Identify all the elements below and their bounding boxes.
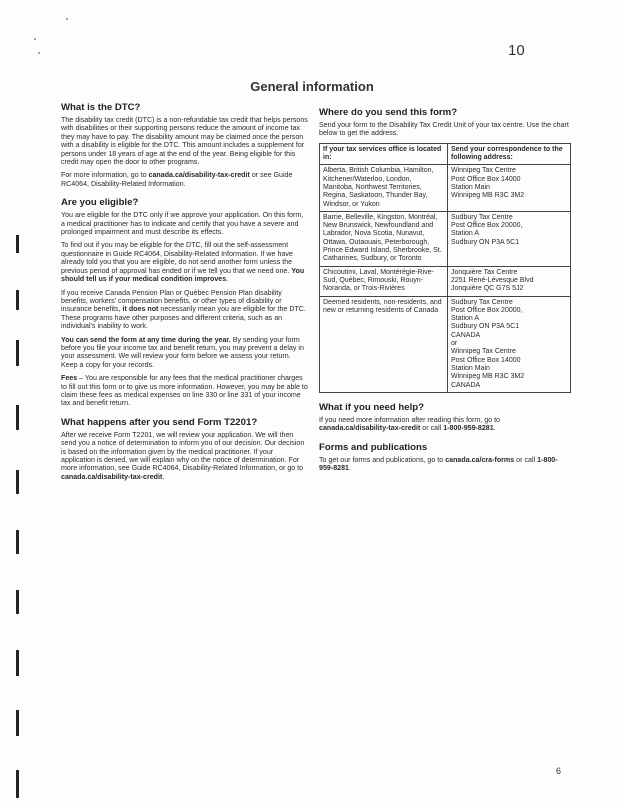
text: – You are responsible for any fees that the medical practitioner charges to fill out this form or to give us more information. However, you may be able to claim these fees as medical expenses on line 330 or line 331 of your income tax and benefit return. (61, 374, 308, 408)
section-heading: What is the DTC? (61, 102, 141, 113)
paragraph (61, 171, 308, 188)
address-line: 2251 René-Lévesque Blvd (451, 276, 534, 284)
scan-speck (66, 18, 68, 20)
table-header-row (320, 143, 571, 165)
text: necessarily mean you are eligible for the DTC. These programs have other purposes and different criteria, such as an individual's inability to work. (61, 305, 306, 331)
scan-mark (16, 590, 19, 614)
scan-speck (34, 38, 36, 40)
section-heading: What happens after you send Form T2201? (61, 416, 258, 428)
emphasis: You can send the form at any time during the year. (61, 335, 231, 344)
section-heading: Are you eligible? (61, 197, 139, 209)
address-line: Post Office Box 20000, (451, 222, 523, 230)
section-heading: What if you need help? (319, 401, 424, 413)
text: If you need more information after reading this form, go to (319, 415, 500, 424)
scan-mark (16, 650, 19, 676)
address-line: Station A (451, 230, 480, 238)
scan-mark (16, 470, 19, 494)
text: . (162, 472, 165, 481)
link[interactable]: canada.ca/disability-tax-credit (61, 472, 163, 481)
scan-mark (16, 405, 19, 430)
left-column (61, 102, 308, 486)
paragraph (61, 336, 308, 370)
address-table (319, 143, 571, 393)
text: To get our forms and publications, go to (319, 455, 446, 464)
address-line: Post Office Box 14000 (451, 356, 521, 364)
scan-mark (16, 770, 19, 798)
paragraph (319, 456, 571, 473)
address-line: Post Office Box 14000 (451, 175, 521, 183)
table-row (320, 266, 571, 296)
text: For more information, go to (61, 171, 149, 180)
address-line: Winnipeg Tax Centre (451, 348, 516, 356)
address-line: CANADA (451, 331, 481, 339)
phone-number: 1-800-959-8281 (443, 424, 494, 433)
scan-mark (16, 530, 19, 554)
page-number-bottom: 6 (556, 766, 562, 776)
address-line: Sudbury ON P3A 5C1 (451, 238, 520, 246)
paragraph: You are eligible for the DTC only if we approve your application. On this form, a medical practitioner has to indicate and certify that you have a severe and prolonged impairment and must describe its effects. (61, 211, 304, 237)
link[interactable]: canada.ca/disability-tax-credit (319, 424, 421, 433)
paragraph (61, 374, 308, 408)
text: . (226, 275, 229, 284)
emphasis: You should tell us if your medical condition improves (61, 266, 305, 284)
address-line: Sudbury Tax Centre (451, 298, 513, 306)
address-line: Post Office Box 20000, (451, 306, 523, 314)
address-line: Winnipeg MB R3C 3M2 (451, 373, 525, 381)
section-heading: Where do you send this form? (319, 107, 458, 118)
paragraph (319, 416, 571, 433)
address-cell (448, 165, 571, 211)
paragraph: Send your form to the Disability Tax Credit Unit of your tax centre. Use the chart below to get the address. (319, 121, 569, 138)
address-line: Winnipeg MB R3C 3M2 (451, 192, 525, 200)
text: . (493, 424, 496, 433)
paragraph (61, 241, 308, 283)
forms-section (319, 442, 571, 473)
address-cell (448, 296, 571, 392)
paragraph: The disability tax credit (DTC) is a non-refundable tax credit that helps persons with disabilities or their supporting persons reduce the amount of income tax they may have to pay. The disability amount may be claimed once the person with a disability is eligible for the DTC. This amount includes a supplement for persons under 18 years of age at the end of the year. Being eligible for this credit may open the door to other programs. (61, 116, 308, 167)
office-cell: Alberta, British Columbia, Hamilton, Kitchener/Waterloo, London, Manitoba, Northwest Territories, Regina, Saskatoon, Thunder Bay, Windsor, or Yukon (320, 165, 448, 211)
address-line: Sudbury Tax Centre (451, 213, 513, 221)
page-number-top: 10 (508, 42, 525, 59)
address-line: Jonquière QC G7S 5J2 (451, 285, 524, 293)
page-title: General information (250, 79, 374, 94)
table-row (320, 211, 571, 266)
column-header: If your tax services office is located in: (320, 143, 448, 165)
emphasis: it does not (122, 305, 159, 314)
text: If you receive Canada Pension Plan or Québec Pension Plan disability benefits, workers' compensation benefits, or other types of disability or insurance benefits, (61, 288, 282, 314)
after-section (61, 417, 308, 481)
address-line: Station Main (451, 184, 490, 191)
address-line: or (451, 340, 458, 348)
address-cell (448, 211, 571, 266)
office-cell: Barrie, Belleville, Kingston, Montréal, New Brunswick, Newfoundland and Labrador, Nova Scotia, Nunavut, Ottawa, Outaouais, Peterborough, Prince Edward Island, Sherbrooke, St. Catharines, Sudbury, or Toronto (320, 211, 448, 266)
scan-mark (16, 340, 19, 366)
address-line: Station Main (451, 364, 490, 372)
address-line: Winnipeg Tax Centre (451, 167, 516, 175)
office-cell: Chicoutimi, Laval, Montérégie-Rive-Sud, Québec, Rimouski, Rouyn-Noranda, or Trois-Rivières (320, 266, 448, 296)
scan-mark (16, 235, 19, 253)
text: By sending your form before you file your income tax and benefit return, you may prevent a delay in your assessment. We will review your form before we assess your return. Keep a copy for your records. (61, 335, 304, 369)
link[interactable]: canada.ca/disability-tax-credit (148, 171, 250, 180)
address-line: CANADA (451, 381, 481, 389)
address-line: Jonquière Tax Centre (451, 268, 518, 276)
table-row (320, 296, 571, 392)
address-line: Station A (451, 315, 480, 323)
scan-mark (16, 290, 19, 310)
office-cell: Deemed residents, non-residents, and new or returning residents of Canada (320, 296, 448, 392)
text: or see Guide RC4064, Disability-Related Information. (61, 171, 293, 188)
text: or call (420, 424, 444, 433)
address-cell (448, 266, 571, 296)
text: . (348, 464, 351, 473)
text: To find out if you may be eligible for the DTC, fill out the self-assessment questionnaire in Guide RC4064, Disability-Related Information. If we have already told you that you are eligible, do not send another form unless the previous period of approval has ended or if we tell you that we need one. (61, 241, 293, 275)
phone-number: 1-800-959-8281 (319, 455, 558, 473)
scan-mark (16, 710, 19, 736)
text: or call (514, 455, 538, 464)
help-section (319, 402, 571, 433)
text: After we receive Form T2201, we will review your application. We will then send you a notice of determination to inform you of our decision. Our decision is based on the information given by the medical practitioner. If your application is denied, we will explain why on the notice of determination. For more information, see Guide RC4064, Disability-Related Information, or go to (61, 430, 305, 473)
right-column (319, 107, 571, 477)
table-row (320, 165, 571, 211)
paragraph (61, 289, 308, 331)
address-line: Sudbury ON P3A 5C1 (451, 323, 520, 331)
emphasis: Fees (61, 374, 78, 383)
where-section (319, 107, 571, 393)
link[interactable]: canada.ca/cra-forms (445, 455, 515, 464)
dtc-section (61, 102, 308, 188)
section-heading: Forms and publications (319, 441, 428, 453)
scan-speck (38, 52, 40, 54)
paragraph (61, 431, 308, 481)
column-header: Send your correspondence to the following address: (448, 143, 571, 165)
eligible-section (61, 197, 308, 408)
